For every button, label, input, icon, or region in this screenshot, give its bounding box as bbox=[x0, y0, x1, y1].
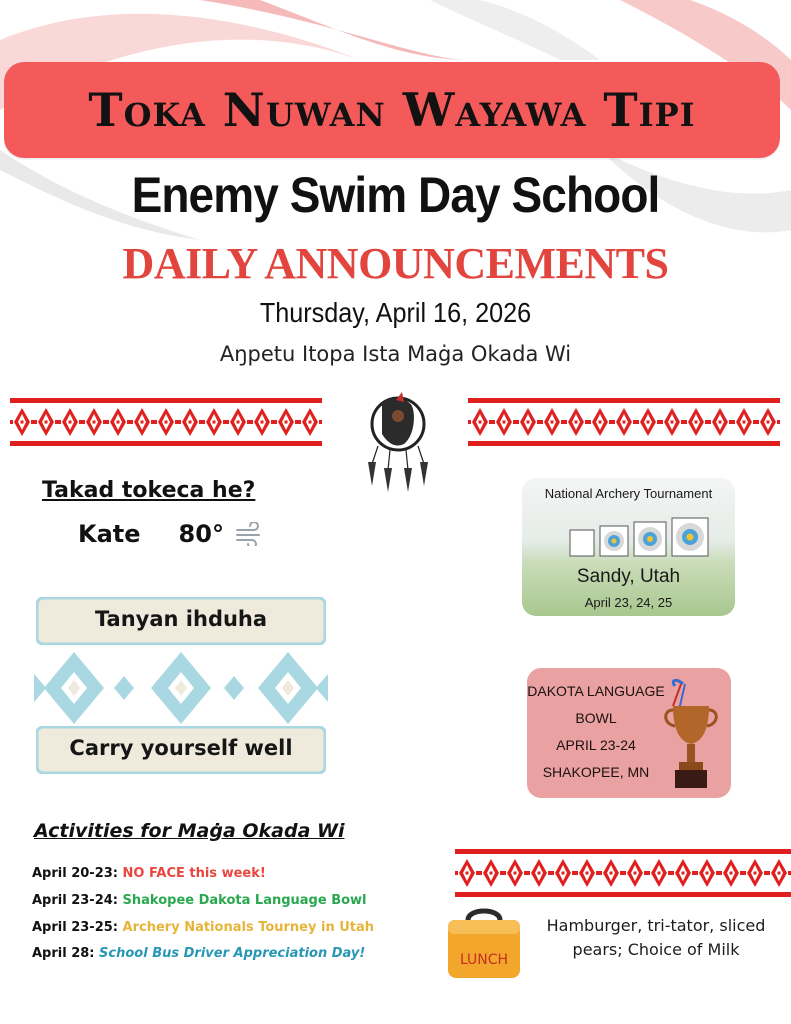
language-bowl-text bbox=[527, 678, 665, 786]
wind-icon bbox=[234, 522, 264, 546]
activity-item bbox=[32, 920, 374, 935]
activity-text: Archery Nationals Tourney in Utah bbox=[122, 920, 375, 935]
lunch-bag-label: LUNCH bbox=[459, 952, 509, 968]
title-banner bbox=[4, 62, 780, 158]
archery-card-location: Sandy, Utah bbox=[576, 566, 681, 587]
language-bowl-line: APRIL 23-24 bbox=[556, 737, 636, 753]
weather-temperature: 80° bbox=[178, 520, 224, 548]
weather-row bbox=[78, 520, 264, 548]
activity-date: April 23-24: bbox=[32, 893, 118, 908]
language-bowl-line: DAKOTA LANGUAGE bbox=[527, 683, 665, 699]
activity-text: Shakopee Dakota Language Bowl bbox=[122, 893, 367, 908]
lunch-menu: Hamburger, tri-tator, sliced pears; Choice of Milk bbox=[546, 916, 766, 959]
value-dakota-text: Tanyan ihduha bbox=[94, 607, 268, 631]
activity-item bbox=[32, 866, 266, 881]
language-bowl-line: BOWL bbox=[575, 710, 617, 726]
value-dakota-box bbox=[36, 597, 326, 645]
lunch-bag-icon bbox=[444, 906, 524, 982]
language-bowl-line: SHAKOPEE, MN bbox=[542, 764, 650, 780]
left-red-pattern-border bbox=[10, 398, 322, 446]
activity-date: April 20-23: bbox=[32, 866, 118, 881]
activity-item bbox=[32, 893, 367, 908]
lunch-red-pattern-border bbox=[455, 849, 791, 897]
value-english-text: Carry yourself well bbox=[69, 736, 293, 760]
language-bowl-card bbox=[527, 668, 731, 798]
dreamcatcher-logo bbox=[358, 386, 438, 496]
activity-text: NO FACE this week! bbox=[122, 866, 266, 881]
date-line: Thursday, April 16, 2026 bbox=[259, 297, 532, 328]
trophy-image bbox=[655, 676, 725, 796]
weather-question: Takad tokeca he? bbox=[42, 478, 256, 503]
archery-event-card bbox=[522, 478, 735, 616]
archery-card-dates: April 23, 24, 25 bbox=[584, 595, 673, 610]
activity-text: School Bus Driver Appreciation Day! bbox=[99, 946, 366, 961]
activities-heading bbox=[34, 820, 345, 842]
page-title: Toka Nuwan Wayawa Tipi bbox=[88, 83, 696, 137]
archery-targets-image bbox=[566, 514, 716, 564]
school-name: Enemy Swim Day School bbox=[131, 167, 660, 223]
dakota-date-line: Aŋpetu Itopa Ista Maġa Okada Wi bbox=[219, 342, 572, 366]
activity-item bbox=[32, 946, 365, 961]
activity-date: April 23-25: bbox=[32, 920, 118, 935]
value-english-box bbox=[36, 726, 326, 774]
announcements-heading: DAILY ANNOUNCEMENTS bbox=[122, 239, 669, 288]
archery-card-title: National Archery Tournament bbox=[544, 486, 713, 501]
activity-date: April 28: bbox=[32, 946, 95, 961]
weather-city: Kate bbox=[78, 520, 141, 548]
activities-heading-prefix: Activities for bbox=[34, 820, 171, 842]
right-red-pattern-border bbox=[468, 398, 780, 446]
activities-heading-month: Maġa Okada Wi bbox=[177, 820, 345, 842]
